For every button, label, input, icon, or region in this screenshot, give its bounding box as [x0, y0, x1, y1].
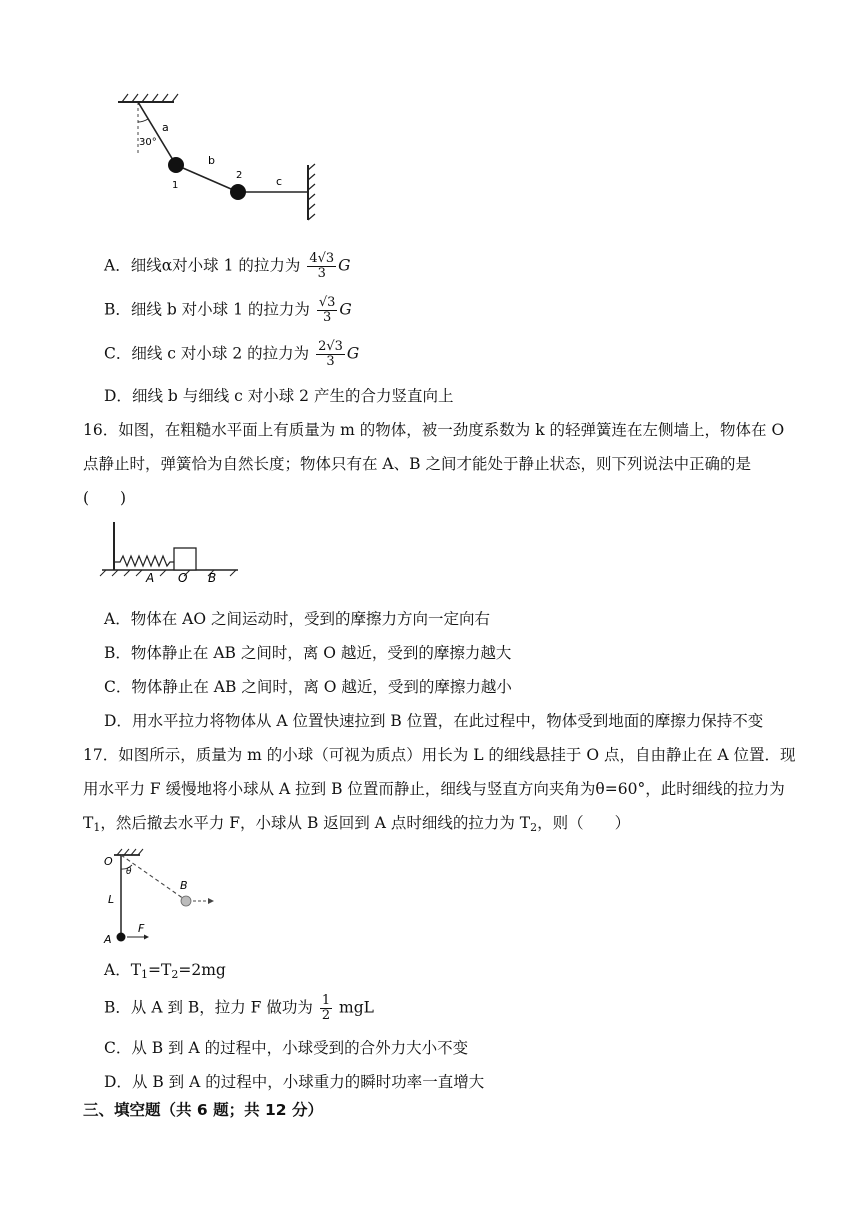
q16-figure — [98, 518, 243, 586]
q16-option-d: D．用水平拉力将物体从 A 位置快速拉到 B 位置，在此过程中，物体受到地面的摩擦力保持不变 — [104, 712, 764, 730]
theta-label: θ — [126, 867, 132, 877]
point-a-label: A — [146, 571, 155, 585]
ball-2 — [230, 184, 246, 200]
spring — [114, 556, 174, 566]
q17-option-c: C．从 B 到 A 的过程中，小球受到的合外力大小不变 — [104, 1039, 469, 1057]
force-f-label: F — [138, 922, 145, 935]
q16-option-c: C．物体静止在 AB 之间时，离 O 越近，受到的摩擦力越小 — [104, 678, 512, 696]
section-heading: 三、填空题（共 6 题；共 12 分） — [83, 1101, 323, 1119]
q17-figure — [100, 843, 225, 948]
length-l-label: L — [108, 893, 115, 906]
ball-b — [181, 896, 191, 906]
q15-option-b: B．细线 b 对小球 1 的拉力为 $\frac{√3}{3}$ G — [104, 295, 352, 325]
point-o-label: O — [104, 855, 113, 868]
string-b-label: b — [208, 154, 215, 167]
q17-option-b: B．从 A 到 B，拉力 F 做功为 $\frac{1}{2}$ mgL — [104, 993, 374, 1023]
q15-option-c: C．细线 c 对小球 2 的拉力为 $\frac{2√3}{3}$ G — [104, 339, 360, 369]
q17-option-d: D．从 B 到 A 的过程中，小球重力的瞬时功率一直增大 — [104, 1073, 485, 1091]
ball-2-label: 2 — [236, 170, 243, 181]
point-b-label: B — [180, 879, 188, 892]
q15-option-a: A．细线α对小球 1 的拉力为 $\frac{4√3}{3}$ G — [104, 251, 351, 281]
angle-label: 30° — [139, 137, 157, 148]
q16-stem-line1: 16．如图，在粗糙水平面上有质量为 m 的物体，被一劲度系数为 k 的轻弹簧连在左侧墙上，物体在 O — [83, 421, 785, 439]
q15-option-d: D．细线 b 与细线 c 对小球 2 产生的合力竖直向上 — [104, 387, 454, 405]
q17-stem-line3: $T_1$，然后撤去水平力 F，小球从 B 返回到 A 点时细线的拉力为 $T_2$，则（ ） — [83, 814, 631, 834]
q16-stem-line2: 点静止时，弹簧恰为自然长度；物体只有在 A、B 之间才能处于静止状态，则下列说法中正确的是 — [83, 455, 751, 473]
ball-1 — [168, 157, 184, 173]
q16-option-a: A．物体在 AO 之间运动时，受到的摩擦力方向一定向右 — [104, 610, 490, 628]
ball-a — [117, 933, 126, 942]
point-o-label: O — [178, 571, 188, 585]
point-b-label: B — [208, 571, 217, 585]
q17-stem-line1: 17．如图所示，质量为 m 的小球（可视为质点）用长为 L 的细线悬挂于 O 点，自由静止在 A 位置．现 — [83, 746, 796, 764]
q17-stem-line2: 用水平力 F 缓慢地将小球从 A 拉到 B 位置而静止，细线与竖直方向夹角为θ=60°，此时细线的拉力为 — [83, 780, 785, 798]
block — [174, 548, 196, 570]
q16-stem-line3: ( ) — [83, 489, 127, 507]
string-a-label: a — [162, 121, 169, 134]
point-a-label: A — [104, 933, 112, 946]
string-c-label: c — [276, 175, 283, 188]
q16-option-b: B．物体静止在 AB 之间时，离 O 越近，受到的摩擦力越大 — [104, 644, 512, 662]
ball-1-label: 1 — [172, 180, 179, 191]
q17-option-a: A．$T_1=T_2=2mg$ — [104, 961, 226, 981]
q15-figure — [108, 90, 328, 225]
